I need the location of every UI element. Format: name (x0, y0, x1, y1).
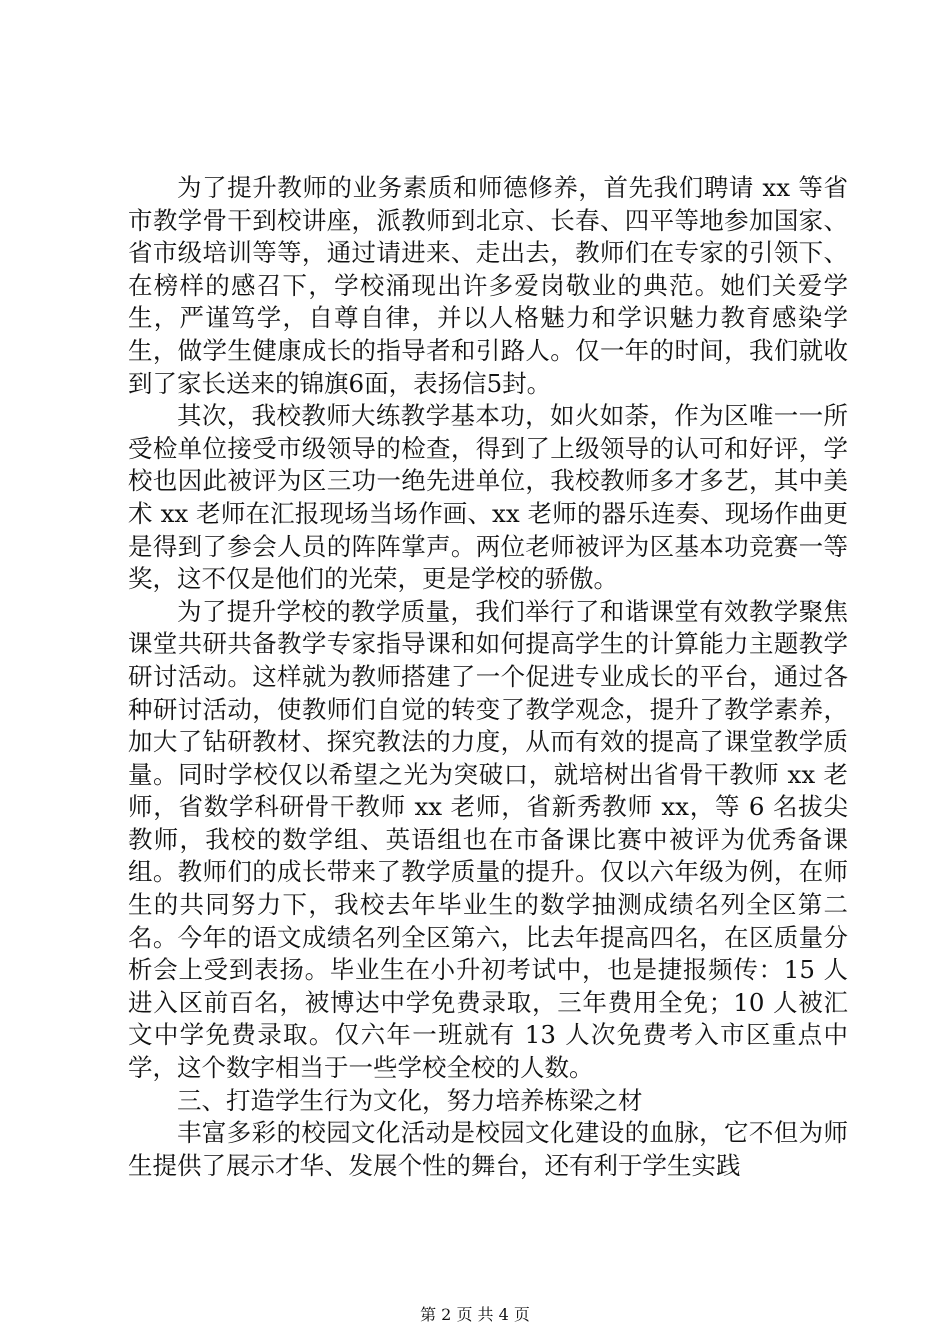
paragraph-campus-culture: 丰富多彩的校园文化活动是校园文化建设的血脉，它不但为师生提供了展示才华、发展个性的舞台，还有利于学生实践 (128, 1118, 848, 1180)
paragraph-teaching-quality: 为了提升学校的教学质量，我们举行了和谐课堂有效教学聚焦课堂共研共备教学专家指导课和如何提高学生的计算能力主题教学研讨活动。这样就为教师搭建了一个促进专业成长的平台，通过各种研讨活动，使教师们自觉的转变了教学观念，提升了教学素养，加大了钻研教材、探究教法的力度，从而有效的提高了课堂教学质量。同时学校仅以希望之光为突破口，就培树出省骨干教师 xx 老师，省数学科研骨干教师 xx 老师，省新秀教师 xx，等 6 名拔尖教师，我校的数学组、英语组也在市备课比赛中被评为优秀备课组。教师们的成长带来了教学质量的提升。仅以六年级为例，在师生的共同努力下，我校去年毕业生的数学抽测成绩名列全区第二名。今年的语文成绩名列全区第六，比去年提高四名，在区质量分析会上受到表扬。毕业生在小升初考试中，也是捷报频传：15 人进入区前百名，被博达中学免费录取，三年费用全免；10 人被汇文中学免费录取。仅六年一班就有 13 人次免费考入市区重点中学，这个数字相当于一些学校全校的人数。 (128, 596, 848, 1083)
page-number-footer: 第 2 页 共 4 页 (420, 1305, 530, 1324)
document-body (128, 172, 848, 1182)
section-heading: 三、打造学生行为文化，努力培养栋梁之材 (177, 1085, 643, 1115)
paragraph-teacher-training: 为了提升教师的业务素质和师德修养，首先我们聘请 xx 等省市教学骨干到校讲座，派教师到北京、长春、四平等地参加国家、省市级培训等等，通过请进来、走出去，教师们在专家的引领下、在榜样的感召下，学校涌现出许多爱岗敬业的典范。她们关爱学生，严谨笃学，自尊自律，并以人格魅力和学识魅力教育感染学生，做学生健康成长的指导者和引路人。仅一年的时间，我们就收到了家长送来的锦旗6面，表扬信5封。 (128, 173, 848, 398)
paragraph-teaching-skills: 其次，我校教师大练教学基本功，如火如荼，作为区唯一一所受检单位接受市级领导的检查，得到了上级领导的认可和好评，学校也因此被评为区三功一绝先进单位，我校教师多才多艺，其中美术 xx 老师在汇报现场当场作画、xx 老师的器乐连奏、现场作曲更是得到了参会人员的阵阵掌声。两位老师被评为区基本功竞赛一等奖，这不仅是他们的光荣，更是学校的骄傲。 (128, 401, 848, 594)
